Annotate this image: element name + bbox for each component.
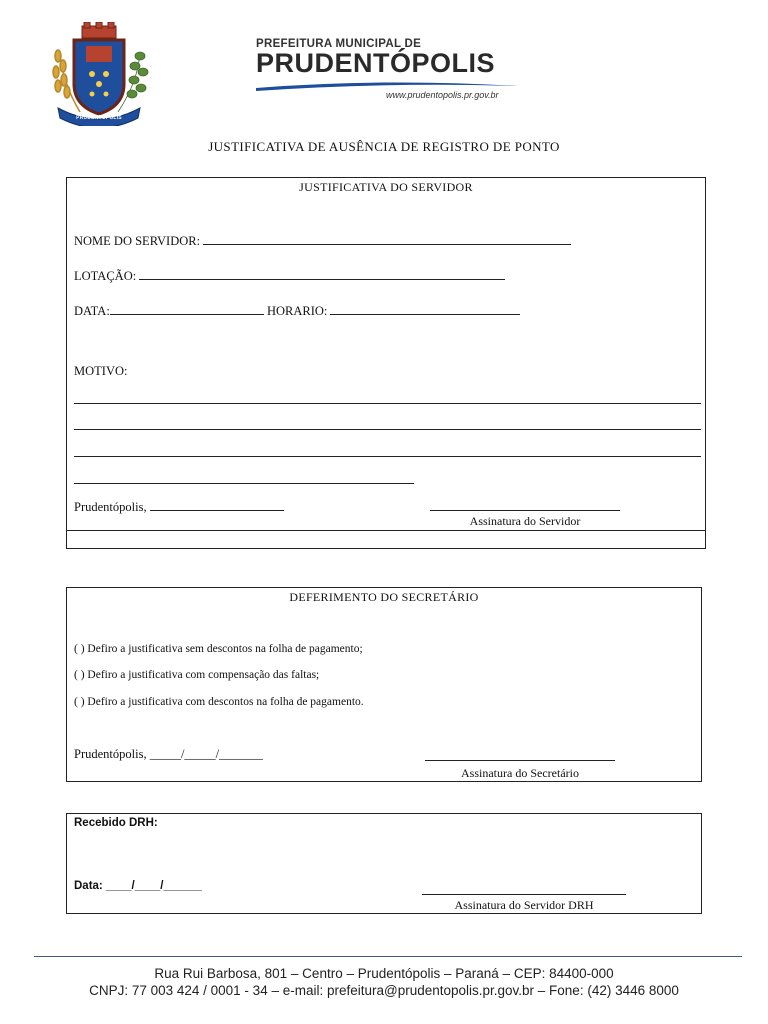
place-date-field[interactable] xyxy=(74,498,284,515)
data-blank[interactable] xyxy=(110,302,264,315)
drh-date-field[interactable]: Data: ____/____/______ xyxy=(74,880,202,892)
crest-ribbon-text: PRUDENTÓPOLIS xyxy=(76,115,122,121)
page-title: JUSTIFICATIVA DE AUSÊNCIA DE REGISTRO DE PONTO xyxy=(208,139,560,154)
servidor-section xyxy=(66,177,706,549)
lotacao-label: LOTAÇÃO: xyxy=(74,269,137,283)
nome-field[interactable] xyxy=(74,232,571,249)
footer-rule xyxy=(34,956,742,957)
footer-contact: CNPJ: 77 003 424 / 0001 - 34 – e-mail: prefeitura@prudentopolis.pr.gov.br – Fone: (42) 3446 8000 xyxy=(89,983,679,998)
place-label: Prudentópolis, xyxy=(74,500,147,514)
footer-address: Rua Rui Barbosa, 801 – Centro – Prudentópolis – Paraná – CEP: 84400-000 xyxy=(154,966,614,981)
lotacao-blank[interactable] xyxy=(139,267,505,280)
motivo-label: MOTIVO: xyxy=(74,364,128,378)
data-horario-field[interactable] xyxy=(74,302,520,319)
motivo-line-4[interactable] xyxy=(74,483,414,484)
brand-subtitle: PREFEITURA MUNICIPAL DE xyxy=(256,38,422,50)
brand-url: www.prudentopolis.pr.gov.br xyxy=(386,90,499,100)
brand-name: PRUDENTÓPOLIS xyxy=(256,48,496,78)
servidor-signature-label: Assinatura do Servidor xyxy=(469,514,581,528)
motivo-line-3[interactable] xyxy=(74,456,701,457)
drh-section xyxy=(66,813,702,914)
drh-signature-label: Assinatura do Servidor DRH xyxy=(454,898,594,912)
servidor-heading: JUSTIFICATIVA DO SERVIDOR xyxy=(299,180,473,194)
nome-label: NOME DO SERVIDOR: xyxy=(74,234,201,248)
option-com-descontos[interactable]: ( ) Defiro a justificativa com descontos na folha de pagamento. xyxy=(74,696,364,708)
option-sem-descontos[interactable]: ( ) Defiro a justificativa sem descontos na folha de pagamento; xyxy=(74,643,363,655)
data-label: DATA: xyxy=(74,304,110,318)
horario-blank[interactable] xyxy=(330,302,520,315)
lotacao-field[interactable] xyxy=(74,267,505,284)
recebido-drh-label: Recebido DRH: xyxy=(74,817,158,829)
secretario-signature-label: Assinatura do Secretário xyxy=(461,766,579,780)
secretario-heading: DEFERIMENTO DO SECRETÁRIO xyxy=(289,590,479,604)
secretario-signature-line[interactable] xyxy=(425,760,615,761)
secretario-place-date[interactable]: Prudentópolis, _____/_____/_______ xyxy=(74,747,263,761)
option-compensacao[interactable]: ( ) Defiro a justificativa com compensação das faltas; xyxy=(74,669,320,681)
brand-wordmark xyxy=(256,38,526,104)
secretario-section xyxy=(66,587,702,782)
servidor-divider xyxy=(67,530,705,531)
nome-blank[interactable] xyxy=(203,232,571,245)
motivo-line-2[interactable] xyxy=(74,429,701,430)
municipal-crest-logo xyxy=(40,22,158,126)
horario-label: HORARIO: xyxy=(266,304,328,318)
servidor-signature-line[interactable] xyxy=(430,510,620,511)
place-date-blank[interactable] xyxy=(150,498,284,511)
drh-signature-line[interactable] xyxy=(422,894,626,895)
motivo-line-1[interactable] xyxy=(74,403,701,404)
